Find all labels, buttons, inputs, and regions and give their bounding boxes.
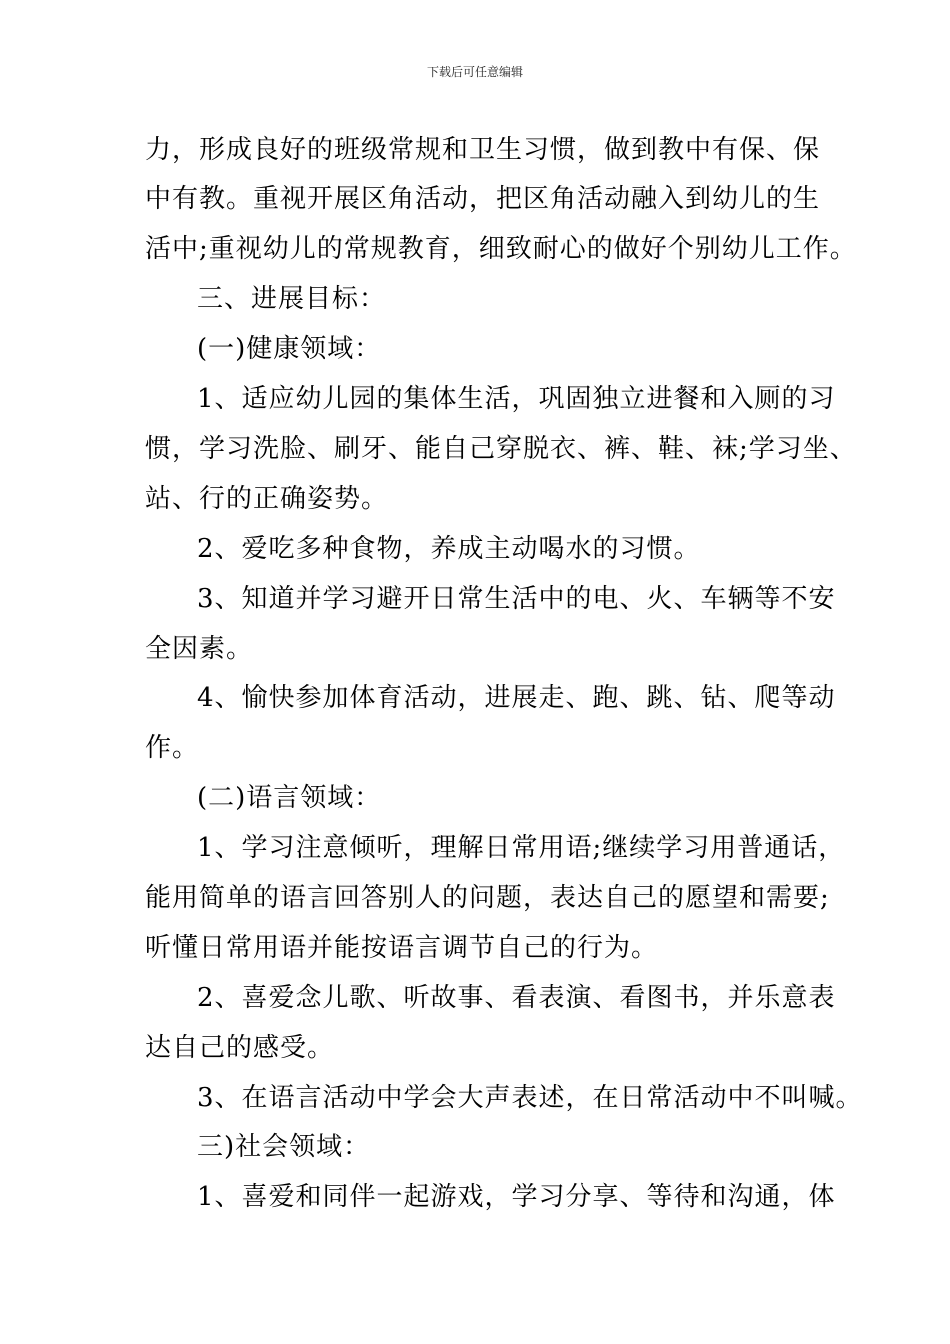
subsection-heading: (一)健康领域： — [197, 334, 382, 364]
subsection-heading: 三)社会领域： — [197, 1132, 371, 1162]
body-line: 3、在语言活动中学会大声表述，在日常活动中不叫喊。 — [197, 1083, 863, 1113]
body-line: 2、爱吃多种食物，养成主动喝水的习惯。 — [197, 534, 701, 564]
body-line: 站、行的正确姿势。 — [145, 484, 389, 514]
body-line: 听懂日常用语并能按语言调节自己的行为。 — [145, 933, 659, 963]
body-line: 中有教。重视开展区角活动，把区角活动融入到幼儿的生 — [145, 184, 821, 214]
body-line: 1、喜爱和同伴一起游戏，学习分享、等待和沟通，体 — [197, 1182, 836, 1212]
body-line: 达自己的感受。 — [145, 1033, 335, 1063]
body-line: 作。 — [145, 733, 200, 763]
body-line: 惯，学习洗脸、刷牙、能自己穿脱衣、裤、鞋、袜;学习坐、 — [145, 434, 857, 464]
section-heading: 三、进展目标： — [197, 284, 387, 314]
body-line: 活中;重视幼儿的常规教育，细致耐心的做好个别幼儿工作。 — [145, 234, 857, 264]
body-line: 2、喜爱念儿歌、听故事、看表演、看图书，并乐意表 — [197, 983, 836, 1013]
body-line: 全因素。 — [145, 634, 254, 664]
subsection-heading: (二)语言领域： — [197, 783, 382, 813]
body-line: 4、愉快参加体育活动，进展走、跑、跳、钻、爬等动 — [197, 683, 836, 713]
body-line: 3、知道并学习避开日常生活中的电、火、车辆等不安 — [197, 584, 836, 614]
body-line: 能用简单的语言回答别人的问题，表达自己的愿望和需要; — [145, 883, 830, 913]
body-line: 1、适应幼儿园的集体生活，巩固独立进餐和入厕的习 — [197, 384, 836, 414]
body-line: 1、学习注意倾听，理解日常用语;继续学习用普通话， — [197, 833, 846, 863]
body-line: 力，形成良好的班级常规和卫生习惯，做到教中有保、保 — [145, 135, 821, 165]
page-header: 下载后可任意编辑 — [426, 65, 523, 79]
